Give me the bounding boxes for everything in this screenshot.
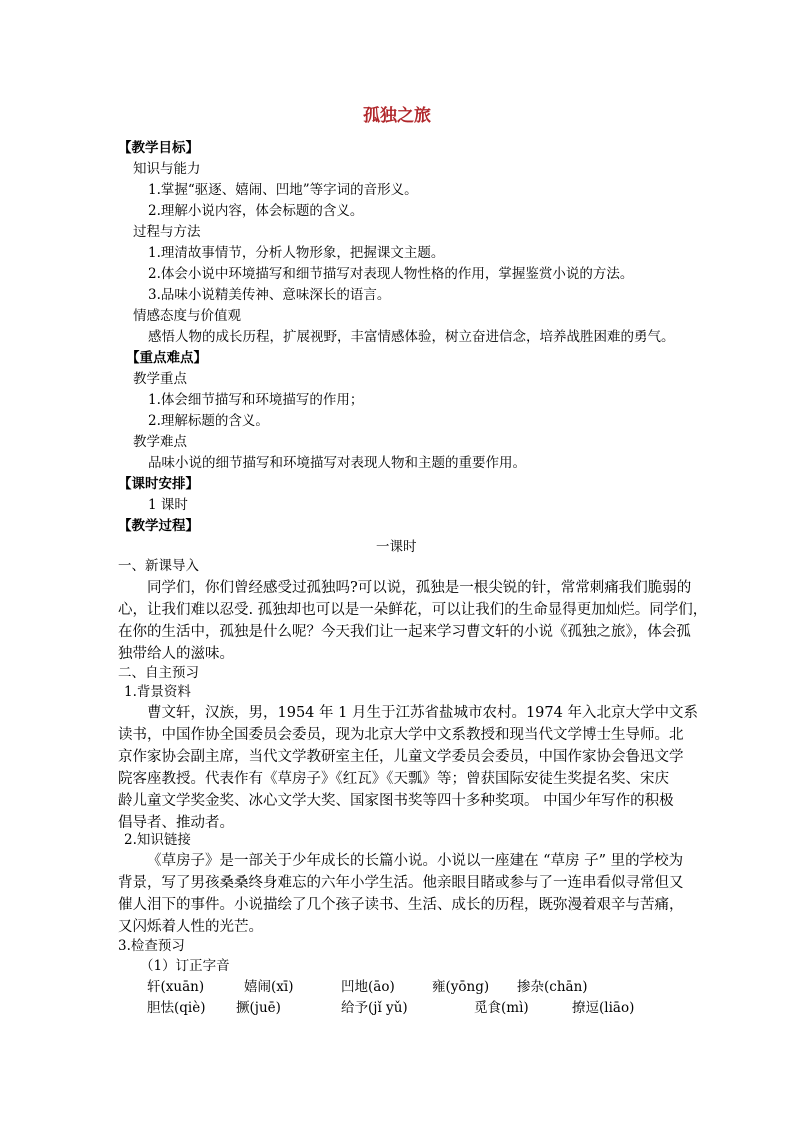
pronunciation-entry: 撩逗(liāo)	[572, 1000, 635, 1016]
background-line: 京作家协会副主席，当代文学教研室主任，儿童文学委员会委员，中国作家协会鲁迅文学	[118, 749, 684, 765]
section1-heading: 一、新课导入	[118, 558, 199, 574]
background-label: 1.背景资料	[124, 684, 191, 700]
background-line: 倡导者、推动者。	[118, 815, 234, 831]
intro-line: 同学们，你们曾经感受过孤独吗?可以说，孤独是一根尖锐的针，常常刺痛我们脆弱的	[147, 580, 692, 596]
document-title: 孤独之旅	[363, 106, 431, 126]
link-label: 2.知识链接	[124, 832, 191, 848]
schedule-heading: 【课时安排】	[118, 476, 199, 492]
keypoints-heading: 【重点难点】	[126, 350, 207, 366]
link-line: 又闪烁着人性的光芒。	[118, 919, 263, 935]
link-line: 催人泪下的事件。小说描绘了几个孩子读书、生活、成长的历程，既弥漫着艰辛与苦痛，	[118, 897, 684, 913]
process-heading: 【教学过程】	[118, 518, 199, 534]
pronunciation-entry: 轩(xuān)	[147, 979, 205, 995]
link-line: 背景，写了男孩桑桑终身难忘的六年小学生活。他亲眼目睹或参与了一连串看似寻常但又	[118, 875, 684, 891]
pronunciation-entry: 觅食(mì)	[474, 1000, 529, 1016]
process-item: 2.体会小说中环境描写和细节描写对表现人物性格的作用，掌握鉴赏小说的方法。	[148, 266, 634, 282]
session-label: 一课时	[376, 539, 417, 555]
process-item: 1.理清故事情节，分析人物形象，把握课文主题。	[148, 245, 445, 261]
link-line: 《草房子》是一部关于少年成长的长篇小说。小说以一座建在 “草房 子” 里的学校为	[147, 853, 684, 869]
intro-line: 心，让我们难以忍受. 孤独却也可以是一朵鲜花，可以让我们的生命显得更加灿烂。同学们，	[118, 602, 708, 618]
focus-label: 教学重点	[133, 371, 187, 387]
section2-heading: 二、自主预习	[118, 665, 199, 681]
attitude-label: 情感态度与价值观	[133, 308, 241, 324]
pronunciation-label: （1）订正字音	[140, 958, 230, 974]
pronunciation-entry: 给予(jǐ yǔ)	[341, 1000, 408, 1016]
background-line: 院客座教授。代表作有《草房子》《红瓦》《天瓢》等；曾获国际安徒生奖提名奖、宋庆	[118, 771, 669, 787]
objectives-heading: 【教学目标】	[118, 140, 199, 156]
background-line: 曹文轩，汉族，男，1954 年 1 月生于江苏省盐城市农村。1974 年入北京大学中文系	[147, 705, 698, 721]
schedule-value: 1 课时	[148, 497, 188, 513]
background-line: 读书，中国作协全国委员会委员，现为北京大学中文系教授和现当代文学博士生导师。北	[118, 727, 684, 743]
pronunciation-entry: 撅(juē)	[236, 1000, 281, 1016]
pronunciation-entry: 掺杂(chān)	[517, 979, 588, 995]
knowledge-item: 2.理解小说内容，体会标题的含义。	[148, 203, 364, 219]
check-label: 3.检查预习	[118, 938, 185, 954]
process-label: 过程与方法	[133, 224, 201, 240]
difficulty-text: 品味小说的细节描写和环境描写对表现人物和主题的重要作用。	[148, 455, 526, 471]
focus-item: 2.理解标题的含义。	[148, 413, 269, 429]
attitude-text: 感悟人物的成长历程，扩展视野，丰富情感体验，树立奋进信念，培养战胜困难的勇气。	[148, 329, 675, 345]
focus-item: 1.体会细节描写和环境描写的作用；	[148, 392, 364, 408]
knowledge-label: 知识与能力	[133, 161, 201, 177]
pronunciation-entry: 凹地(āo)	[341, 979, 395, 995]
knowledge-item: 1.掌握“驱逐、嬉闹、凹地”等字词的音形义。	[148, 182, 418, 198]
pronunciation-entry: 胆怯(qiè)	[147, 1000, 206, 1016]
process-item: 3.品味小说精美传神、意味深长的语言。	[148, 287, 391, 303]
pronunciation-entry: 雍(yōng)	[432, 979, 490, 995]
intro-line: 在你的生活中，孤独是什么呢？今天我们让一起来学习曹文轩的小说《孤独之旅》，体会孤	[118, 624, 691, 640]
difficulty-label: 教学难点	[133, 434, 187, 450]
intro-line: 独带给人的滋味。	[118, 646, 234, 662]
background-line: 龄儿童文学奖金奖、冰心文学大奖、国家图书奖等四十多种奖项。 中国少年写作的积极	[118, 793, 674, 809]
pronunciation-entry: 嬉闹(xī)	[244, 979, 294, 995]
